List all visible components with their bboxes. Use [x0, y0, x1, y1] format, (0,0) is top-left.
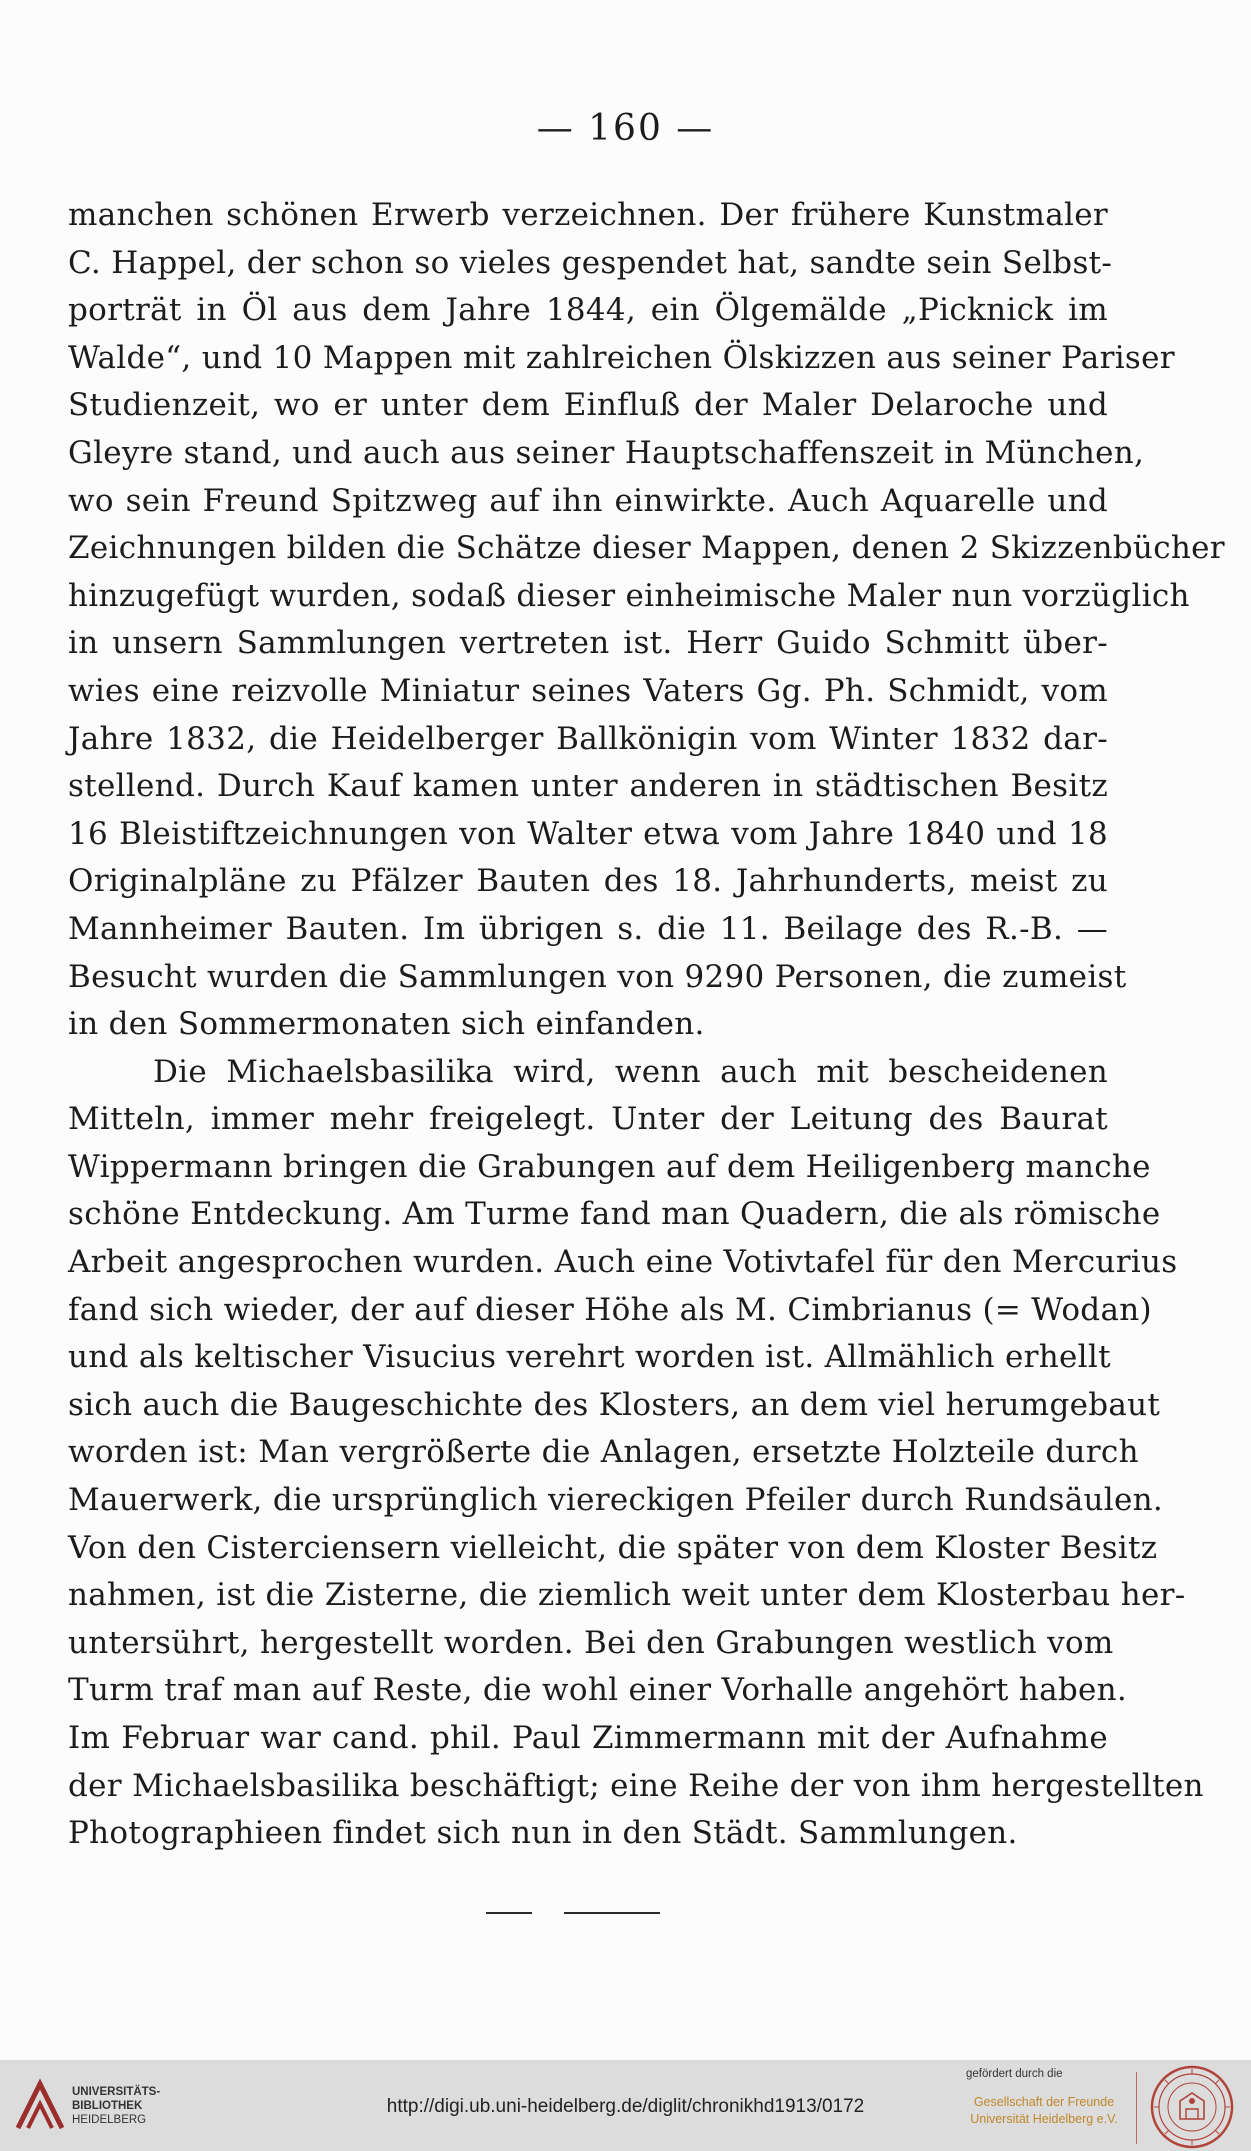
text-line: Zeichnungen bilden die Schätze dieser Mappen, denen 2 Skizzenbücher [68, 530, 1225, 567]
text-line: wo sein Freund Spitzweg auf ihn einwirkte. Auch Aquarelle und [68, 482, 1108, 519]
text-line: Von den Cisterciensern vielleicht, die später von dem Kloster Besitz [68, 1529, 1158, 1566]
rule-segment [486, 1912, 532, 1914]
permalink-link[interactable]: http://digi.ub.uni-heidelberg.de/diglit/chronikhd1913/0172 [386, 2096, 865, 2117]
text-line: sich auch die Baugeschichte des Klosters, an dem viel herumgebaut [68, 1386, 1161, 1423]
text-line: worden ist: Man vergrößerte die Anlagen, ersetzte Holzteile durch [68, 1434, 1139, 1471]
text-line: Mannheimer Bauten. Im übrigen s. die 11. Beilage des R.-B. — [68, 910, 1108, 947]
text-line: untersührt, hergestellt worden. Bei den Grabungen westlich vom [68, 1624, 1114, 1661]
text-line: Wippermann bringen die Grabungen auf dem Heiligenberg manche [68, 1148, 1151, 1185]
text-line: wies eine reizvolle Miniatur seines Vaters Gg. Ph. Schmidt, vom [68, 672, 1108, 709]
text-line: und als keltischer Visucius verehrt worden ist. Allmählich erhellt [68, 1339, 1111, 1376]
text-line: Im Februar war cand. phil. Paul Zimmermann mit der Aufnahme [68, 1720, 1108, 1756]
text-line: C. Happel, der schon so vieles gespendet hat, sandte sein Selbst- [68, 244, 1113, 281]
society-name-line: Universität Heidelberg e.V. [970, 2112, 1118, 2126]
library-name-line: UNIVERSITÄTS- [72, 2086, 161, 2098]
text-line: porträt in Öl aus dem Jahre 1844, ein Ölgemälde „Picknick im [68, 292, 1108, 329]
funded-by-label: gefördert durch die [966, 2068, 1063, 2080]
university-seal-icon[interactable] [1150, 2065, 1234, 2149]
text-line: nahmen, ist die Zisterne, die ziemlich weit unter dem Klosterbau her- [68, 1577, 1186, 1614]
text-line: Originalpläne zu Pfälzer Bauten des 18. Jahrhunderts, meist zu [68, 863, 1108, 900]
text-line: Walde“, und 10 Mappen mit zahlreichen Ölskizzen aus seiner Pariser [68, 339, 1175, 376]
text-line: stellend. Durch Kauf kamen unter anderen in städtischen Besitz [68, 768, 1108, 805]
text-line: Gleyre stand, und auch aus seiner Hauptschaffenszeit in München, [68, 434, 1145, 471]
society-name-line: Gesellschaft der Freunde [973, 2095, 1115, 2109]
page-number: — 160 — [536, 108, 715, 149]
text-line: hinzugefügt wurden, sodaß dieser einheimische Maler nun vorzüglich [68, 577, 1190, 614]
text-line: manchen schönen Erwerb verzeichnen. Der frühere Kunstmaler [68, 197, 1108, 233]
text-line: der Michaelsbasilika beschäftigt; eine Reihe der von ihm hergestellten [68, 1767, 1204, 1804]
rule-segment [564, 1912, 660, 1914]
text-line: Besucht wurden die Sammlungen von 9290 Personen, die zumeist [68, 958, 1127, 995]
text-line: Mauerwerk, die ursprünglich viereckigen Pfeiler durch Rundsäulen. [68, 1482, 1164, 1519]
text-line: Die Michaelsbasilika wird, wenn auch mit bescheidenen [153, 1053, 1108, 1090]
text-line: schöne Entdeckung. Am Turme fand man Quadern, die als römische [68, 1196, 1161, 1233]
text-line: in den Sommermonaten sich einfanden. [68, 1006, 705, 1043]
text-line: Arbeit angesprochen wurden. Auch eine Votivtafel für den Mercurius [68, 1244, 1178, 1281]
text-line: in unsern Sammlungen vertreten ist. Herr Guido Schmitt über- [68, 625, 1108, 662]
body-text [68, 192, 1225, 1858]
text-line: Photographieen findet sich nun in den Städt. Sammlungen. [68, 1815, 1018, 1852]
footer-divider [1136, 2072, 1137, 2144]
library-name-line: HEIDELBERG [72, 2114, 147, 2126]
text-line: Jahre 1832, die Heidelberger Ballkönigin vom Winter 1832 dar- [68, 720, 1108, 757]
end-rule [486, 1912, 662, 1914]
text-line: Turm traf man auf Reste, die wohl einer Vorhalle angehört haben. [68, 1672, 1128, 1709]
text-line: Studienzeit, wo er unter dem Einfluß der Maler Delaroche und [68, 387, 1108, 424]
text-line: 16 Bleistiftzeichnungen von Walter etwa vom Jahre 1840 und 18 [68, 815, 1108, 852]
text-line: fand sich wieder, der auf dieser Höhe als M. Cimbrianus (= Wodan) [68, 1291, 1152, 1328]
text-line: Mitteln, immer mehr freigelegt. Unter der Leitung des Baurat [68, 1101, 1108, 1138]
library-name-line: BIBLIOTHEK [72, 2100, 143, 2112]
footer-bar [0, 2060, 1251, 2151]
society-name[interactable] [968, 2094, 1120, 2128]
